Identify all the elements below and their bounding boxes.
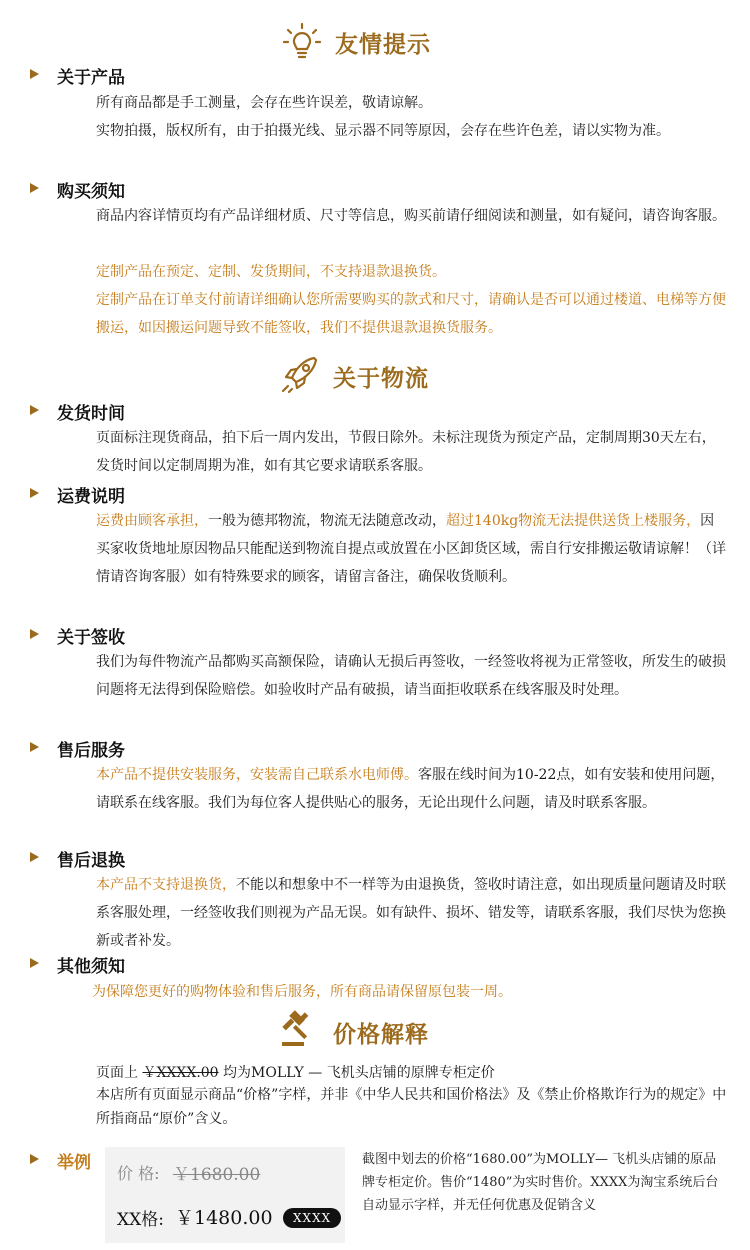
- box-badge: XXXX: [283, 1208, 341, 1228]
- bullet-arrow-icon: [30, 852, 39, 862]
- fee-highlight-b: 超过140kg物流无法提供送货上楼服务，: [446, 513, 701, 529]
- fee-heading: 运费说明: [57, 487, 125, 507]
- sign-p1: 我们为每件物流产品都购买高额保险，请确认无损后再签收，一经签收将视为正常签收，所发生的破损问题将无法得到保险赔偿。如验收时产品有破损，请当面拒收联系在线客服及时处理。: [96, 654, 726, 698]
- about-product-heading: 关于产品: [57, 68, 125, 88]
- returns-p1: [96, 871, 728, 955]
- bullet-arrow-icon: [30, 405, 39, 415]
- bullet-arrow-icon: [30, 629, 39, 639]
- notice-title: 友情提示: [335, 31, 431, 58]
- ship-time-p1: 页面标注现货商品，拍下后一周内发出，节假日除外。未标注现货为预定产品，定制周期30天左右，发货时间以定制周期为准，如有其它要求请联系客服。: [96, 430, 716, 474]
- notice-header: [280, 20, 480, 64]
- gavel-icon: [278, 1008, 322, 1052]
- fee-highlight-a: 运费由顾客承担，: [96, 513, 208, 529]
- fee-text-b: 因买家收货地址原因物品只能配送到物流自提点或放置在小区卸货区域，需自行安排搬运敬请谅解！（详情请咨询客服）如有特殊要求的顾客，请留言备注，确保收货顺利。: [96, 513, 726, 585]
- about-product-p1: 所有商品都是手工测量，会存在些许误差，敬请谅解。: [96, 95, 432, 111]
- purchase-p1: 商品内容详情页均有产品详细材质、尺寸等信息，购买前请仔细阅读和测量，如有疑问，请咨询客服。: [96, 208, 726, 224]
- bullet-arrow-icon: [30, 742, 39, 752]
- returns-text: 不能以和想象中不一样等为由退换货，签收时请注意，如出现质量问题请及时联系客服处理，一经签收我们则视为产品无误。如有缺件、损坏、错发等，请联系客服，我们尽快为您换新或者补发。: [96, 877, 726, 949]
- price-header: [278, 1008, 478, 1052]
- logistics-title: 关于物流: [333, 365, 429, 392]
- about-product-p2: 实物拍摄，版权所有，由于拍摄光线、显示器不同等原因，会存在些许色差，请以实物为准。: [96, 123, 670, 139]
- price-example-box: [105, 1147, 345, 1243]
- after-service-highlight: 本产品不提供安装服务，安装需自己联系水电师傅。: [96, 767, 418, 783]
- other-heading: 其他须知: [57, 957, 125, 977]
- ship-time-heading: 发货时间: [57, 404, 125, 424]
- purchase-heading: 购买须知: [57, 182, 125, 202]
- price-line1-strike: ￥XXXX.00: [142, 1065, 219, 1081]
- box-price-strike: ￥1680.00: [173, 1165, 261, 1185]
- bullet-arrow-icon: [30, 488, 39, 498]
- bullet-arrow-icon: [30, 183, 39, 193]
- purchase-p3: 定制产品在订单支付前请详细确认您所需要购买的款式和尺寸，请确认是否可以通过楼道、电梯等方便搬运，如因搬运问题导致不能签收，我们不提供退款退换货服务。: [96, 292, 726, 336]
- price-line1-b: 均为MOLLY — 飞机头店铺的原牌专柜定价: [223, 1065, 495, 1081]
- box-xx-value: ￥1480.00: [175, 1207, 273, 1229]
- bullet-arrow-icon: [30, 958, 39, 968]
- lightbulb-icon: [280, 20, 324, 64]
- rocket-icon: [278, 352, 322, 396]
- bullet-arrow-icon: [30, 1154, 39, 1164]
- box-price-label: 价 格:: [117, 1164, 160, 1183]
- box-xx-label: XX格:: [117, 1210, 164, 1230]
- fee-p1: [96, 507, 728, 591]
- returns-highlight: 本产品不支持退换货，: [96, 877, 236, 893]
- sign-heading: 关于签收: [57, 628, 125, 648]
- logistics-header: [278, 352, 478, 396]
- returns-heading: 售后退换: [57, 851, 125, 871]
- price-title: 价格解释: [333, 1021, 429, 1048]
- price-p2: 本店所有页面显示商品“价格”字样，并非《中华人民共和国价格法》及《禁止价格欺诈行为的规定》中所指商品“原价”含义。: [96, 1087, 727, 1127]
- bullet-arrow-icon: [30, 69, 39, 79]
- purchase-p2: 定制产品在预定、定制、发货期间，不支持退款退换货。: [96, 264, 446, 280]
- after-service-text: 客服在线时间为10-22点，如有安装和使用问题，请联系在线客服。我们为每位客人提供贴心的服务，无论出现什么问题，请及时联系客服。: [96, 767, 725, 811]
- price-line1-a: 页面上: [96, 1065, 138, 1081]
- after-service-heading: 售后服务: [57, 741, 125, 761]
- after-service-p1: [96, 761, 728, 817]
- example-label: 举例: [57, 1153, 91, 1173]
- fee-text-a: 一般为德邦物流，物流无法随意改动，: [208, 513, 446, 529]
- other-p1: 为保障您更好的购物体验和售后服务，所有商品请保留原包装一周。: [92, 984, 512, 1000]
- example-note: 截图中划去的价格“1680.00”为MOLLY— 飞机头店铺的原品牌专柜定价。售价“1480”为实时售价。XXXX为淘宝系统后台自动显示字样，并无任何优惠及促销含义: [362, 1152, 719, 1213]
